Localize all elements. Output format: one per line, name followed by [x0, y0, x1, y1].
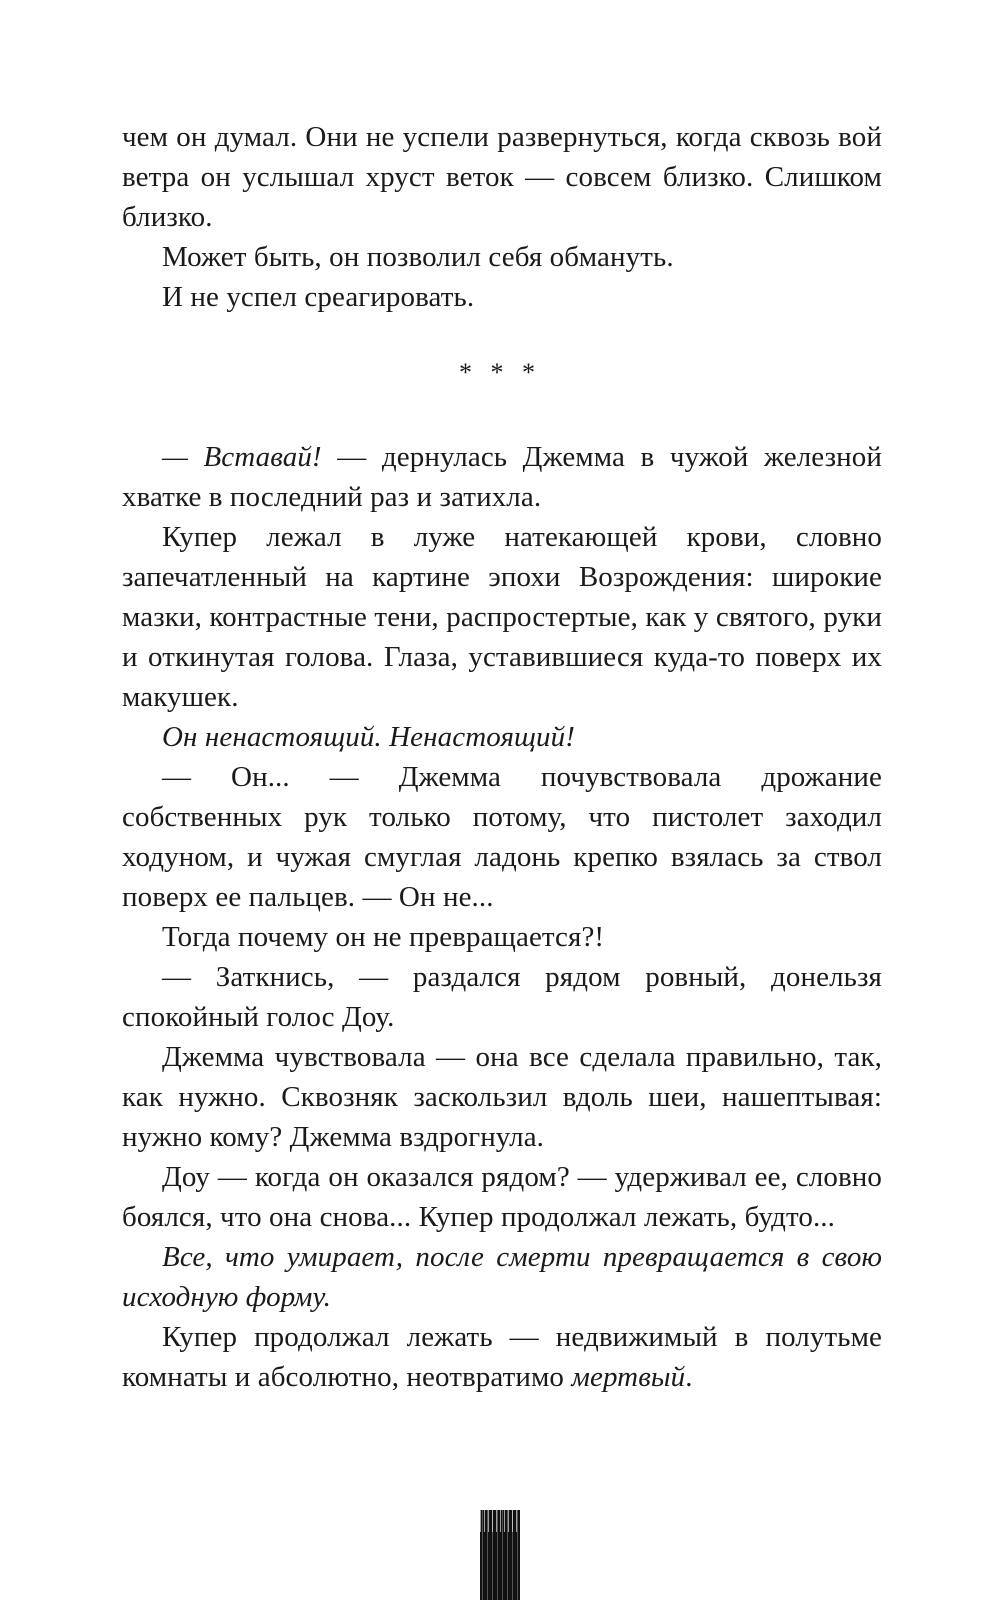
italic-text: мертвый	[571, 1361, 686, 1393]
italic-paragraph: Все, что умирает, после смерти превращается в свою исходную форму.	[122, 1241, 882, 1313]
paragraph: Доу — когда он оказался рядом? — удерживал ее, словно боялся, что она снова... Купер продолжал лежать, будто...	[122, 1161, 882, 1233]
paragraph: — Он... — Джемма почувствовала дрожание собственных рук только потому, что пистолет заходил ходуном, и чужая смуглая ладонь крепко взялась за ствол поверх ее пальцев. — Он не...	[122, 761, 882, 913]
paragraph: Может быть, он позволил себя обмануть.	[162, 241, 674, 273]
italic-text: — Вставай!	[162, 441, 322, 473]
paragraph: чем он думал. Они не успели развернуться, когда сквозь вой ветра он услышал хруст веток — совсем близко. Слишком близко.	[122, 121, 882, 233]
top-text-block	[122, 117, 882, 317]
paragraph-text: .	[685, 1361, 693, 1393]
italic-paragraph: Он ненастоящий. Ненастоящий!	[162, 721, 575, 753]
paragraph: Тогда почему он не превращается?!	[162, 921, 605, 953]
paragraph: — Заткнись, — раздался рядом ровный, донельзя спокойный голос Доу.	[122, 961, 882, 1033]
bottom-text-block	[122, 437, 882, 1397]
paragraph	[122, 437, 882, 517]
paragraph: Купер лежал в луже натекающей крови, словно запечатленный на картине эпохи Возрождения: широкие мазки, контрастные тени, распростертые, как у святого, руки и откинутая голова. Глаза, уставившиеся куда-то поверх их макушек.	[122, 521, 882, 713]
paragraph	[122, 1317, 882, 1397]
page-edge-marker	[480, 1510, 520, 1600]
paragraph: Джемма чувствовала — она все сделала правильно, так, как нужно. Сквозняк заскользил вдоль шеи, нашептывая: нужно кому? Джемма вздрогнула.	[122, 1041, 882, 1153]
paragraph: И не успел среагировать.	[162, 281, 475, 313]
paragraph-text: Купер продолжал лежать — недвижимый в полутьме комнаты и абсолютно, неотвратимо	[122, 1321, 882, 1393]
section-separator: * * *	[459, 358, 541, 387]
paragraph-text: — дернулась Джемма в чужой железной хватке в последний раз и затихла.	[122, 441, 883, 513]
